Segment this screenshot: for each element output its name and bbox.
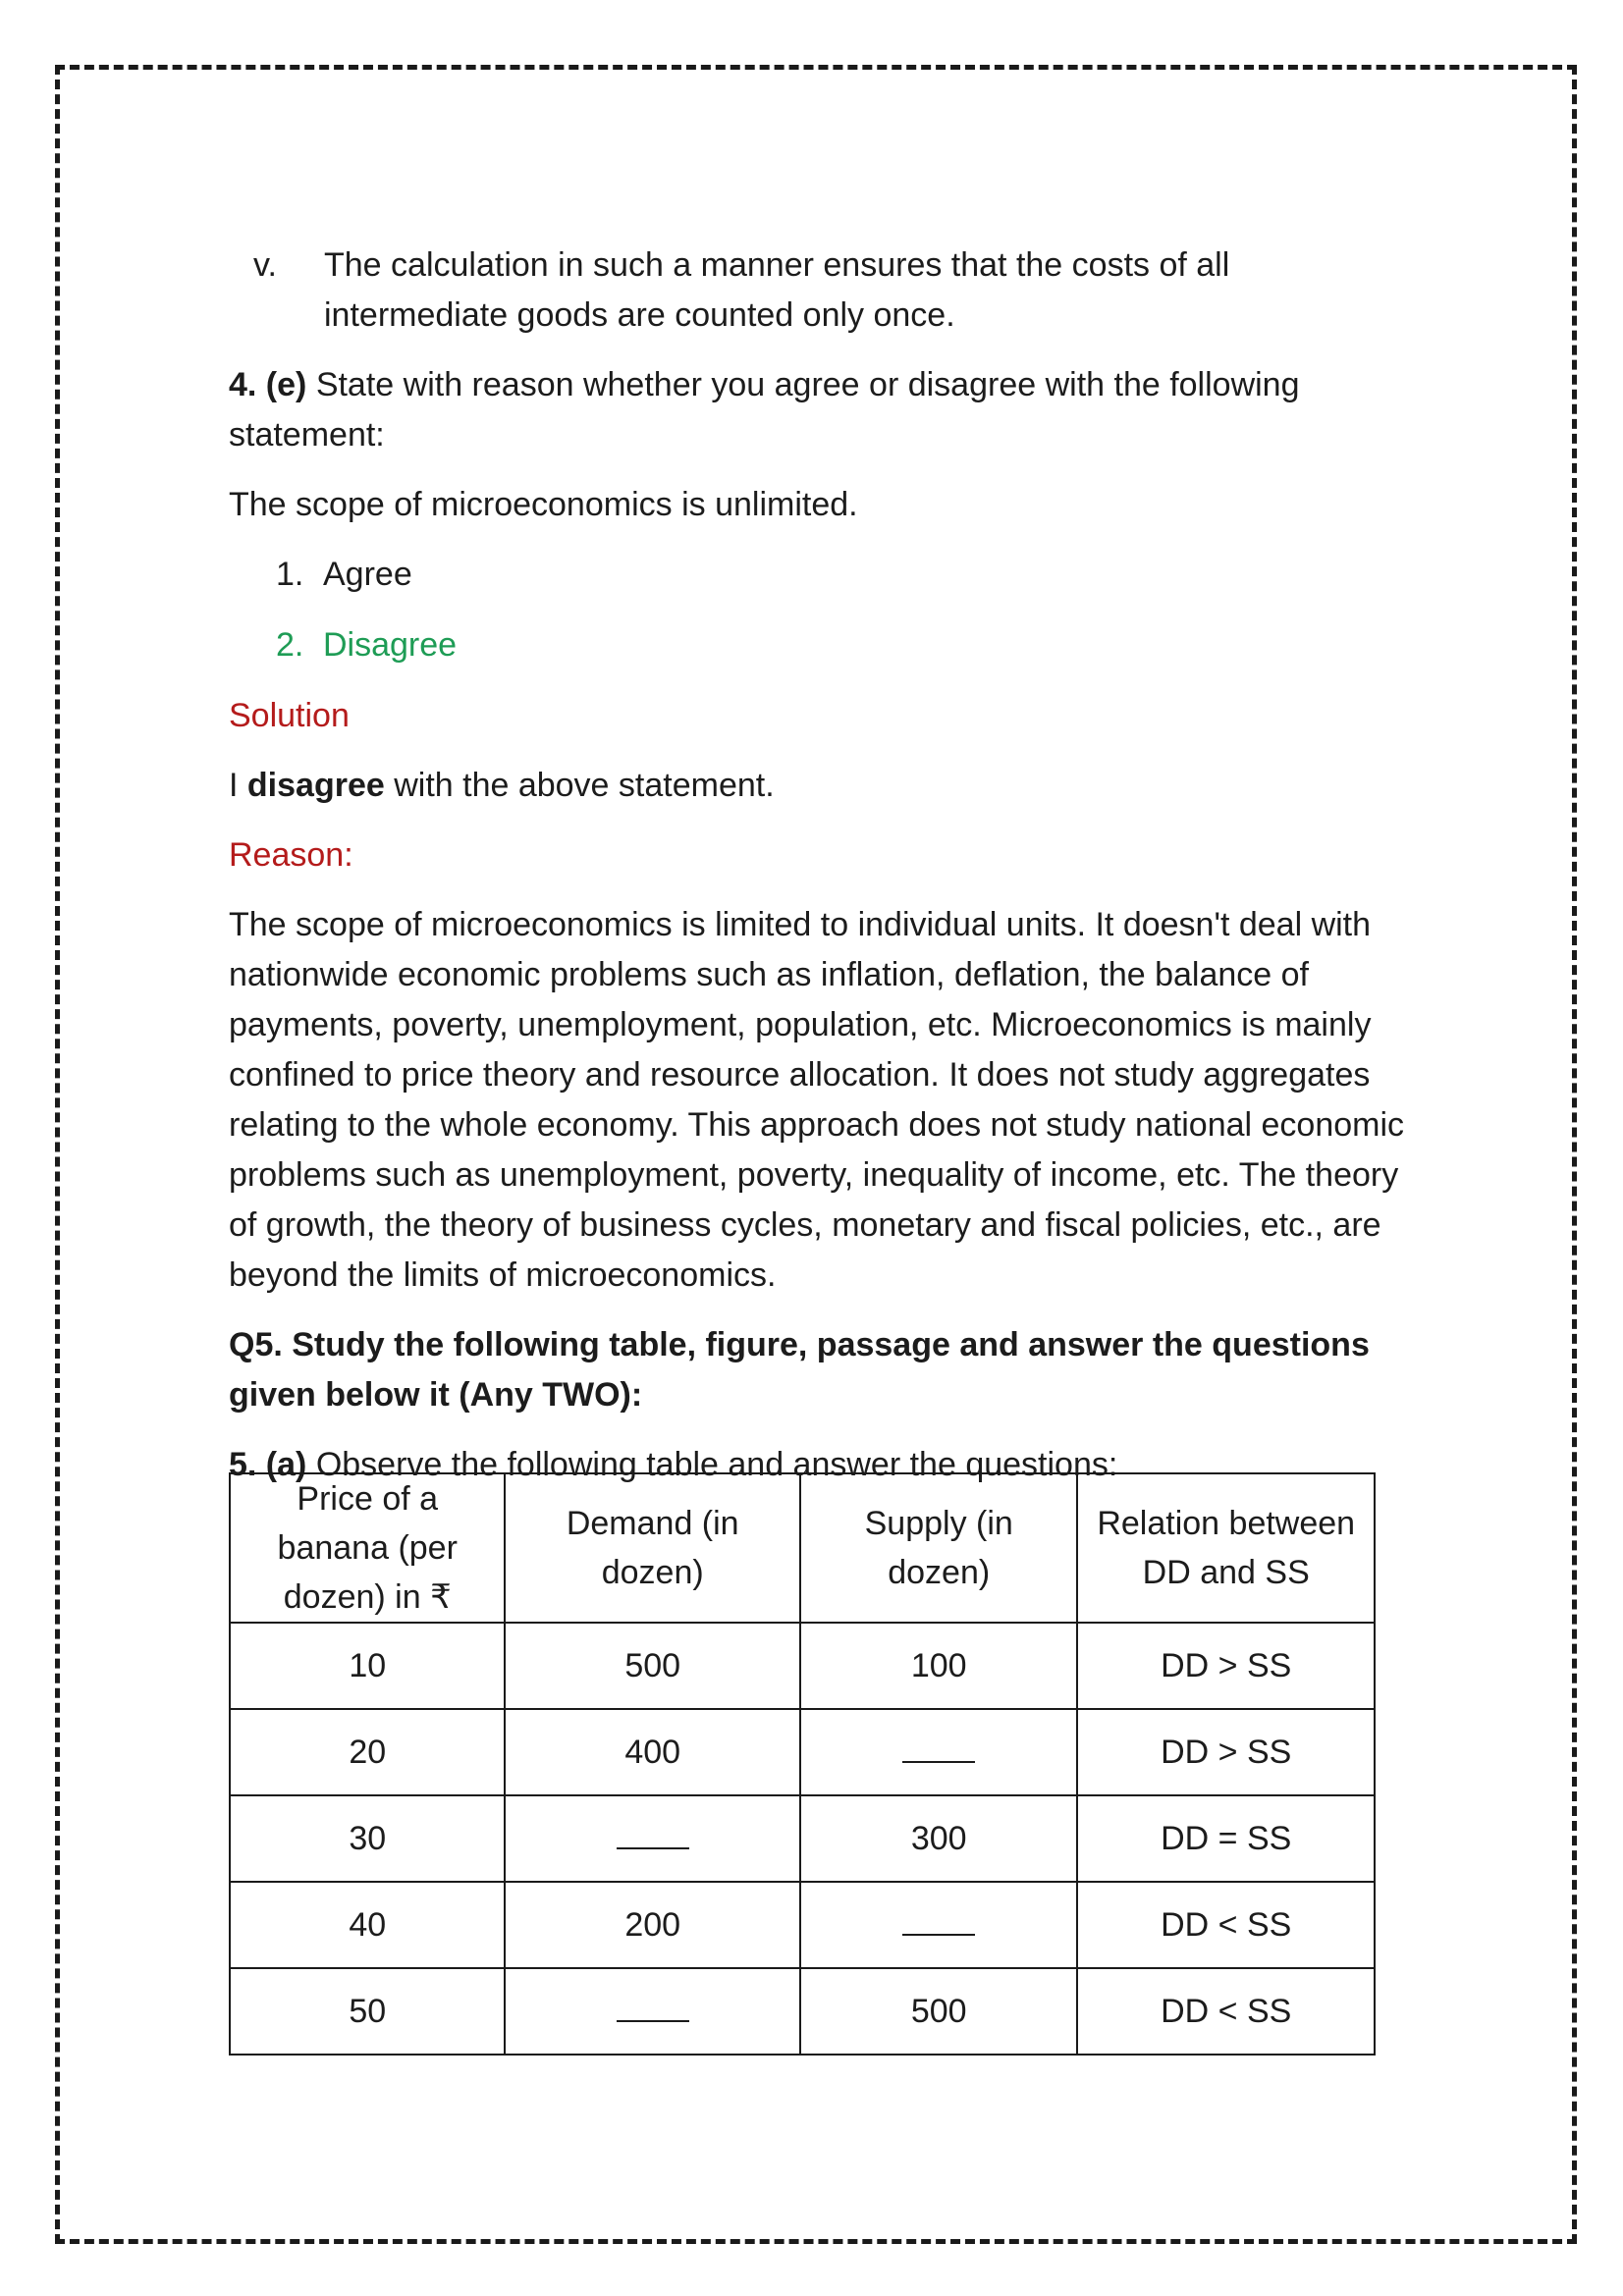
cell-demand <box>505 1968 800 2055</box>
answer-suffix: with the above statement. <box>384 767 775 804</box>
cell-price: 20 <box>230 1709 505 1795</box>
cell-price: 10 <box>230 1623 505 1709</box>
cell-relation: DD = SS <box>1077 1795 1375 1882</box>
cell-relation: DD > SS <box>1077 1709 1375 1795</box>
list-marker: v. <box>253 246 277 284</box>
cell-relation: DD < SS <box>1077 1968 1375 2055</box>
table-row <box>230 1882 1375 1968</box>
options-list <box>229 550 1407 670</box>
cell-supply <box>800 1709 1077 1795</box>
question-prompt: State with reason whether you agree or disagree with the following statement: <box>229 366 1300 454</box>
solution-answer <box>229 761 1407 811</box>
question-label: 4. (e) <box>229 366 307 403</box>
blank-fill-line <box>902 1745 975 1763</box>
table-header-row <box>230 1473 1375 1623</box>
option-disagree <box>276 620 1407 670</box>
solution-heading: Solution <box>229 697 350 734</box>
sub-question-prompt: Observe the following table and answer the questions: <box>315 1446 1118 1483</box>
table-row <box>230 1709 1375 1795</box>
cell-relation: DD < SS <box>1077 1882 1375 1968</box>
cell-demand: 500 <box>505 1623 800 1709</box>
cell-demand <box>505 1795 800 1882</box>
reason-paragraph: The scope of microeconomics is limited to individual units. It doesn't deal with nationwide economic problems such as inflation, deflation, the balance of payments, poverty, unemployment, population, etc. Microeconomics is mainly confined to price theory and resource allocation. It does not study aggregates relating to the whole economy. This approach does not study national economic problems such as unemployment, poverty, inequality of income, etc. The theory of growth, the theory of business cycles, monetary and fiscal policies, etc., are beyond the limits of microeconomics. <box>229 906 1405 1294</box>
option-text: Agree <box>323 556 412 593</box>
cell-supply: 500 <box>800 1968 1077 2055</box>
table-row <box>230 1623 1375 1709</box>
page-content <box>229 240 1407 1490</box>
sub-question-label: 5. (a) <box>229 1446 307 1483</box>
question-5-heading: Q5. Study the following table, figure, passage and answer the questions given below it (Any TWO): <box>229 1326 1370 1414</box>
table-row <box>230 1968 1375 2055</box>
cell-demand: 200 <box>505 1882 800 1968</box>
blank-fill-line <box>617 2004 689 2022</box>
table-row <box>230 1795 1375 1882</box>
banana-demand-supply-table <box>229 1472 1376 2056</box>
list-item-v <box>253 240 1407 341</box>
blank-fill-line <box>902 1918 975 1936</box>
question-4e <box>229 360 1407 460</box>
option-agree <box>276 550 1407 600</box>
option-number: 2. <box>276 626 304 664</box>
header-price: Price of a banana (per dozen) in ₹ <box>230 1473 505 1623</box>
cell-demand: 400 <box>505 1709 800 1795</box>
cell-supply <box>800 1882 1077 1968</box>
header-supply: Supply (in dozen) <box>800 1473 1077 1623</box>
question-statement: The scope of microeconomics is unlimited. <box>229 486 858 523</box>
answer-prefix: I <box>229 767 247 804</box>
list-item-text: The calculation in such a manner ensures that the costs of all intermediate goods are counted only once. <box>324 246 1230 334</box>
cell-price: 40 <box>230 1882 505 1968</box>
option-text: Disagree <box>323 626 458 664</box>
header-relation: Relation between DD and SS <box>1077 1473 1375 1623</box>
blank-fill-line <box>617 1832 689 1849</box>
cell-supply: 300 <box>800 1795 1077 1882</box>
cell-supply: 100 <box>800 1623 1077 1709</box>
header-demand: Demand (in dozen) <box>505 1473 800 1623</box>
cell-relation: DD > SS <box>1077 1623 1375 1709</box>
answer-bold: disagree <box>246 767 385 804</box>
option-number: 1. <box>276 556 304 593</box>
cell-price: 30 <box>230 1795 505 1882</box>
cell-price: 50 <box>230 1968 505 2055</box>
reason-heading: Reason: <box>229 836 353 874</box>
